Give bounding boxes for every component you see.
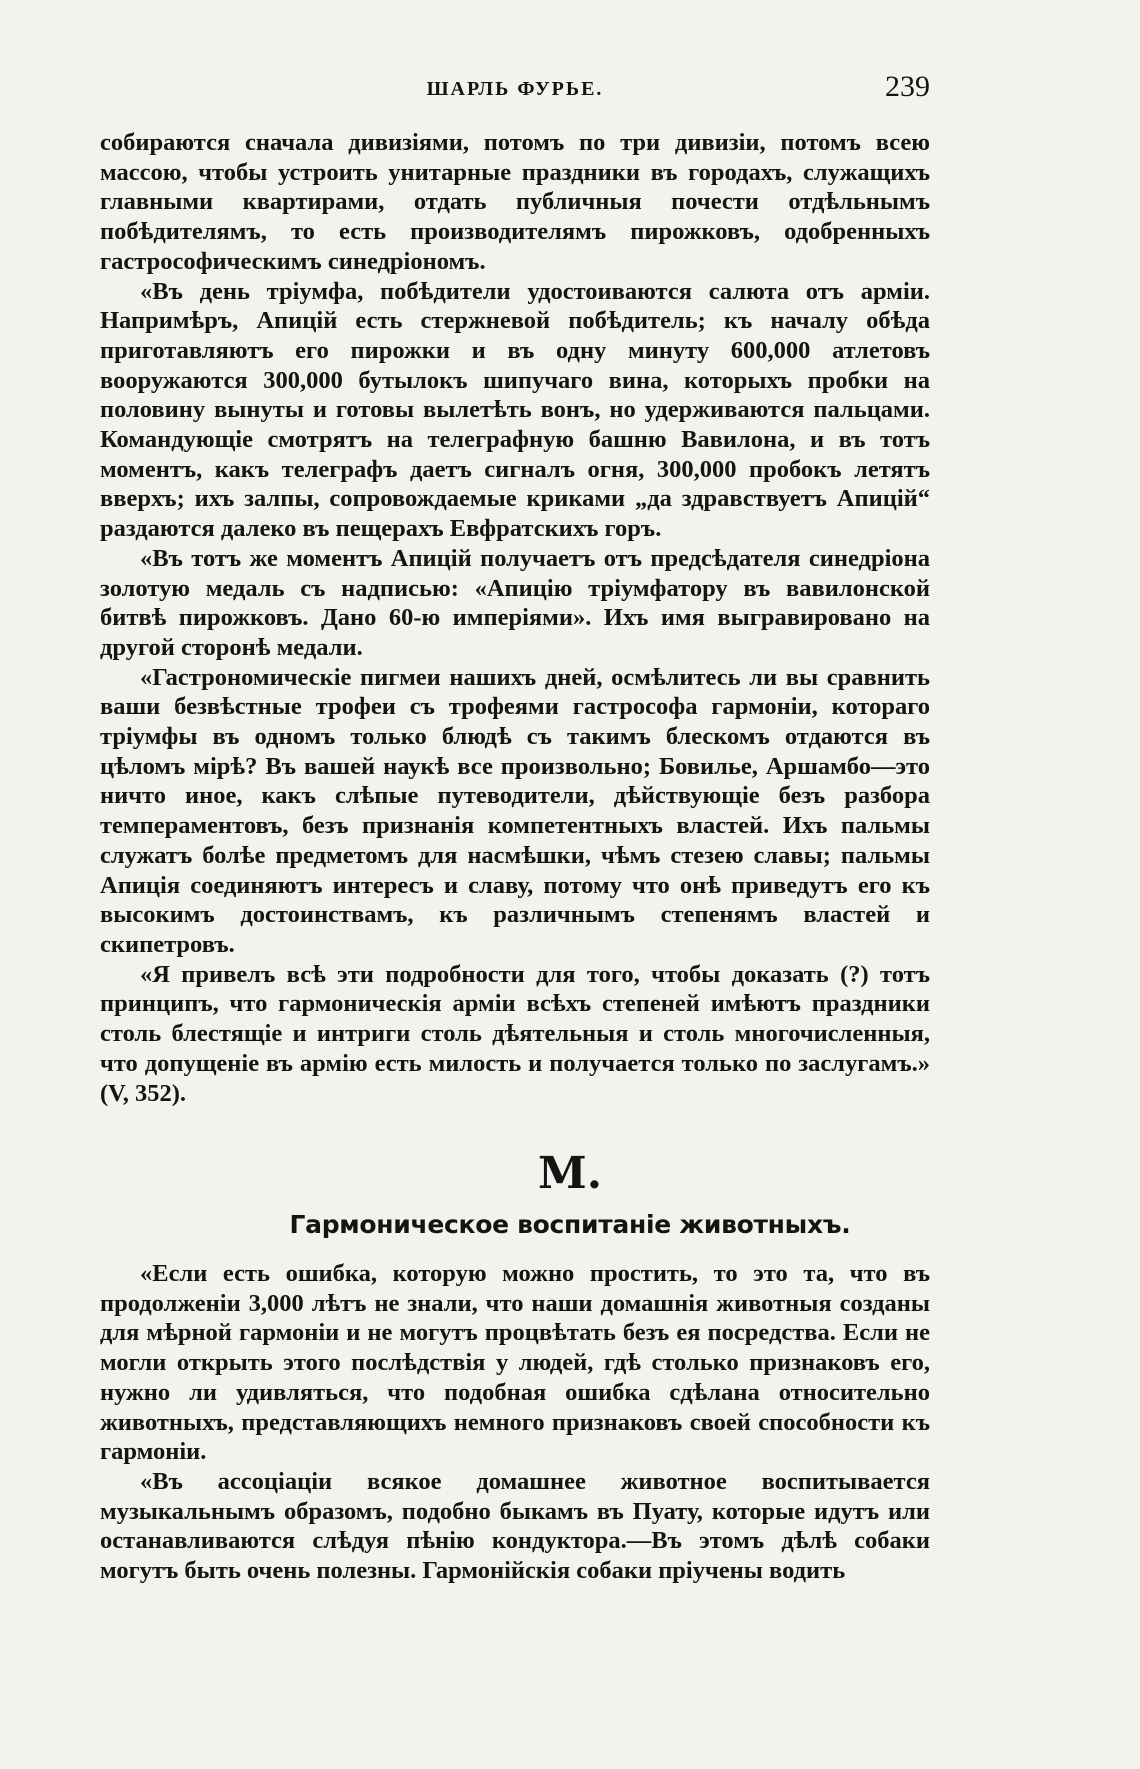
section-letter: M. <box>537 1148 603 1199</box>
paragraph: «Я привелъ всѣ эти подробности для того, чтобы доказать (?) тотъ принципъ, что гармоническія арміи всѣхъ степеней имѣютъ праздники столь блестящіе и интриги столь дѣятельныя и столь многочисленныя, что допущеніе въ армію есть милость и получается только по заслугамъ.» (V, 352). <box>100 960 930 1107</box>
main-text <box>100 128 930 1108</box>
paragraph: «Въ тотъ же моментъ Апицій получаетъ отъ предсѣдателя синедріона золотую медаль съ надписью: «Апицію тріумфатору въ вавилонской битвѣ пирожковъ. Дано 60-ю имперіями». Ихъ имя выгравировано на другой сторонѣ медали. <box>100 544 930 661</box>
paragraph: «Въ ассоціаціи всякое домашнее животное воспитывается музыкальнымъ образомъ, подобно быкамъ въ Пуату, которые идутъ или останавливаются слѣдуя пѣнію кондуктора.—Въ этомъ дѣлѣ собаки могутъ быть очень полезны. Гармонійскія собаки пріучены водить <box>100 1467 930 1585</box>
section-title: Гармоническое воспитаніе животныхъ. <box>289 1210 851 1239</box>
paragraph: собираются сначала дивизіями, потомъ по три дивизіи, потомъ всею массою, чтобы устроить унитарные праздники въ городахъ, служащихъ главными квартирами, отдать публичныя почести отдѣльнымъ побѣдителямъ, то есть производителямъ пирожковъ, одобренныхъ гастрософическимъ синедріономъ. <box>100 129 930 275</box>
paragraph: «Если есть ошибка, которую можно простить, то это та, что въ продолженіи 3,000 лѣтъ не знали, что наши домашнія животныя созданы для мѣрной гармоніи и не могутъ процвѣтать безъ ея посредства. Если не могли открыть этого послѣдствія у людей, гдѣ столько признаковъ его, нужно ли удивляться, что подобная ошибка сдѣлана относительно животныхъ, представляющихъ немного признаковъ своей способности къ гармоніи. <box>100 1260 930 1466</box>
section-text <box>100 1259 930 1586</box>
paragraph: «Гастрономическіе пигмеи нашихъ дней, осмѣлитесь ли вы сравнить ваши безвѣстные трофеи съ трофеями гастрософа гармоніи, котораго тріумфы въ одномъ только блюдѣ съ такимъ блескомъ отдаются въ цѣломъ мірѣ? Въ вашей наукѣ все произвольно; Бовилье, Аршамбо—это ничто иное, какъ слѣпые путеводители, дѣйствующіе безъ разбора темпераментовъ, безъ признанія компетентныхъ властей. Ихъ пальмы служатъ болѣе предметомъ для насмѣшки, чѣмъ стезею славы; пальмы Апиція соединяютъ интересъ и славу, потому что онѣ приведутъ его къ высокимъ достоинствамъ, къ различнымъ степенямъ властей и скипетровъ. <box>100 663 930 958</box>
paragraph: «Въ день тріумфа, побѣдители удостоиваются салюта отъ арміи. Напримѣръ, Апицій есть стержневой побѣдитель; къ началу обѣда приготавляютъ его пирожки и въ одну минуту 600,000 атлетовъ вооружаются 300,000 бутылокъ шипучаго вина, которыхъ пробки на половину вынуты и готовы вылетѣть вонъ, но удерживаются пальцами. Командующіе смотрятъ на телеграфную башню Вавилона, и въ тотъ моментъ, какъ телеграфъ даетъ сигналъ огня, 300,000 пробокъ летятъ вверхъ; ихъ залпы, сопровождаемые криками „да здравствуетъ Апицій“ раздаются далеко въ пещерахъ Евфратскихъ горъ. <box>100 277 930 543</box>
running-head <box>100 70 930 110</box>
page-number: 239 <box>885 70 930 103</box>
running-title: ШАРЛЬ ФУРЬЕ. <box>426 78 604 100</box>
